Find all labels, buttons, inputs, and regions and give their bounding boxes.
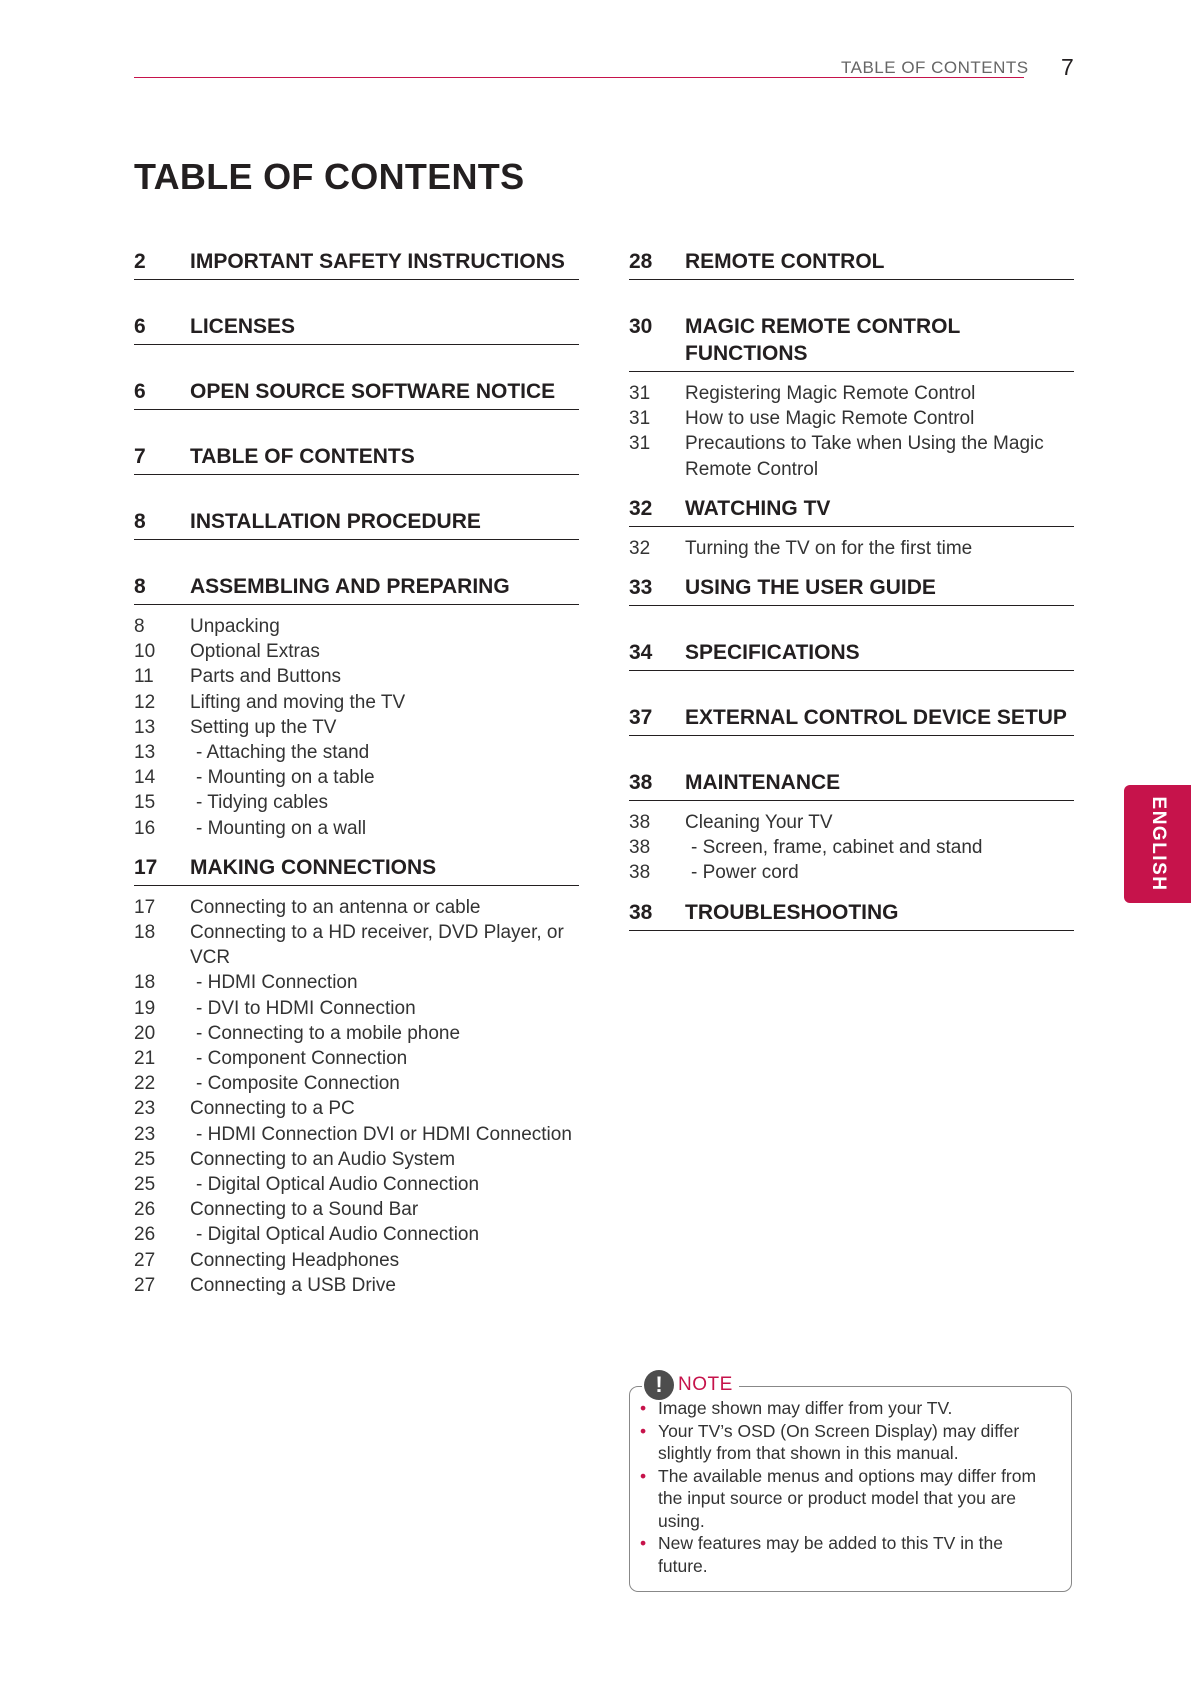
toc-subitem-list (629, 381, 1074, 482)
toc-subitem-label: Connecting to a HD receiver, DVD Player, or VCR (190, 922, 564, 969)
toc-subitem[interactable] (134, 920, 579, 970)
toc-section-page: 8 (134, 510, 146, 533)
toc-subitem-label: Connecting to an antenna or cable (190, 896, 481, 918)
toc-subitem-page: 18 (134, 922, 156, 944)
toc-section-label: INSTALLATION PROCEDURE (190, 510, 481, 533)
toc-subitem-label: - HDMI Connection DVI or HDMI Connection (196, 1123, 572, 1145)
toc-subitem-label: Lifting and moving the TV (190, 691, 406, 713)
toc-section-page: 6 (134, 315, 146, 338)
toc-subitem-list (134, 895, 579, 1298)
note-title: NOTE (678, 1374, 733, 1395)
toc-section-heading[interactable] (134, 378, 579, 410)
toc-section (134, 508, 579, 540)
toc-subitem-page: 12 (134, 691, 156, 713)
toc-section-page: 6 (134, 380, 146, 403)
toc-subitem-label: - Attaching the stand (196, 742, 370, 764)
toc-subitem-label: - Mounting on a wall (196, 817, 367, 839)
toc-section-page: 37 (629, 706, 653, 730)
toc-subitem-list (629, 536, 1074, 561)
toc-subitem-label: - Digital Optical Audio Connection (196, 1224, 480, 1246)
toc-subitem-label: - Composite Connection (196, 1073, 400, 1095)
language-tab (1124, 785, 1191, 903)
note-item (640, 1465, 1050, 1533)
toc-subitem-label: Unpacking (190, 616, 280, 637)
bullet-icon: • (640, 1398, 647, 1418)
toc-subitem-label: - Digital Optical Audio Connection (196, 1174, 480, 1196)
toc-section-page: 2 (134, 250, 146, 273)
toc-section (629, 639, 1074, 671)
toc-subitem-label: How to use Magic Remote Control (685, 408, 975, 430)
bullet-icon: • (640, 1533, 647, 1553)
toc-section-heading[interactable] (134, 248, 579, 280)
toc-section-heading[interactable] (629, 313, 1074, 372)
toc-subitem[interactable] (134, 1122, 579, 1147)
toc-section-label: MAGIC REMOTE CONTROL FUNCTIONS (685, 315, 960, 365)
toc-subitem-label: Registering Magic Remote Control (685, 383, 976, 404)
toc-subitem[interactable] (134, 895, 579, 920)
toc-subitem-list (629, 810, 1074, 886)
toc-subitem[interactable] (134, 816, 579, 841)
toc-subitem[interactable] (134, 1071, 579, 1096)
toc-subitem-page: 13 (134, 742, 156, 764)
toc-subitem[interactable] (629, 381, 1074, 406)
toc-subitem-label: Connecting to a Sound Bar (190, 1199, 419, 1221)
toc-subitem-page: 20 (134, 1022, 156, 1044)
toc-subitem[interactable] (134, 790, 579, 815)
toc-subitem-page: 38 (629, 837, 651, 859)
toc-section (629, 495, 1074, 561)
toc-section (134, 443, 579, 475)
toc-section-page: 32 (629, 496, 653, 520)
toc-subitem-page: 23 (134, 1098, 156, 1120)
toc-subitem-label: Connecting Headphones (190, 1249, 400, 1271)
toc-section-page: 30 (629, 315, 653, 338)
exclamation-icon: ! (644, 1370, 674, 1400)
toc-subitem-page: 10 (134, 641, 156, 663)
toc-subitem-page: 13 (134, 716, 156, 738)
toc-subitem-page: 25 (134, 1174, 156, 1196)
toc-subitem-label: Setting up the TV (190, 716, 337, 738)
toc-section-label: MAKING CONNECTIONS (190, 855, 437, 879)
toc-subitem[interactable] (134, 639, 579, 664)
toc-section (629, 899, 1074, 931)
toc-subitem-page: 21 (134, 1048, 156, 1070)
toc-subitem[interactable] (134, 1273, 579, 1298)
toc-subitem-page: 27 (134, 1274, 156, 1296)
header-section-title: TABLE OF CONTENTS (841, 58, 1029, 77)
toc-subitem[interactable] (134, 1197, 579, 1222)
toc-section-label: WATCHING TV (685, 496, 831, 520)
note-item-text: New features may be added to this TV in the future. (658, 1533, 1004, 1576)
toc-section-heading[interactable] (134, 854, 579, 886)
toc-section-label: OPEN SOURCE SOFTWARE NOTICE (190, 380, 556, 403)
toc-section (629, 574, 1074, 606)
toc-left-column (134, 248, 579, 1311)
toc-subitem[interactable] (134, 1248, 579, 1273)
language-tab-label: ENGLISH (1147, 796, 1169, 892)
toc-section-heading[interactable] (629, 899, 1074, 931)
toc-section-page: 28 (629, 250, 653, 273)
toc-subitem-label: Connecting to a PC (190, 1098, 355, 1120)
toc-section-heading[interactable] (629, 704, 1074, 736)
toc-section-page: 33 (629, 576, 653, 600)
toc-section-label: ASSEMBLING AND PREPARING (190, 575, 510, 598)
toc-subitem[interactable] (629, 431, 1074, 481)
toc-section (134, 248, 579, 280)
note-item-text: Image shown may differ from your TV. (658, 1398, 953, 1418)
toc-subitem-label: Turning the TV on for the first time (685, 537, 973, 559)
toc-section-label: USING THE USER GUIDE (685, 576, 936, 600)
toc-section (629, 769, 1074, 886)
note-header (642, 1370, 739, 1400)
toc-subitem[interactable] (629, 406, 1074, 431)
note-item-text: The available menus and options may differ from the input source or product model that you are using. (658, 1465, 1037, 1531)
bullet-icon: • (640, 1465, 647, 1486)
toc-section-heading[interactable] (134, 508, 579, 540)
toc-section-heading[interactable] (629, 769, 1074, 801)
toc-subitem-page: 18 (134, 972, 156, 994)
toc-subitem-page: 23 (134, 1123, 156, 1145)
toc-subitem-page: 22 (134, 1073, 156, 1095)
toc-subitem[interactable] (134, 1021, 579, 1046)
toc-section-label: LICENSES (190, 315, 296, 338)
toc-right-column (629, 248, 1074, 931)
toc-section-label: EXTERNAL CONTROL DEVICE SETUP (685, 706, 1067, 730)
toc-subitem[interactable] (134, 664, 579, 689)
toc-subitem-label: - Screen, frame, cabinet and stand (691, 837, 983, 859)
toc-subitem-label: Cleaning Your TV (685, 812, 833, 834)
toc-subitem-label: Connecting a USB Drive (190, 1274, 396, 1296)
toc-subitem-page: 14 (134, 767, 156, 789)
toc-section-heading[interactable] (629, 639, 1074, 671)
toc-section-label: MAINTENANCE (685, 771, 841, 795)
toc-section (629, 704, 1074, 736)
note-item (640, 1532, 1050, 1577)
toc-subitem-page: 31 (629, 433, 651, 455)
toc-subitem-label: - Power cord (691, 862, 799, 884)
toc-subitem[interactable] (134, 1172, 579, 1197)
toc-section (134, 378, 579, 410)
toc-section (134, 313, 579, 345)
toc-subitem[interactable] (134, 996, 579, 1021)
toc-subitem-label: - Tidying cables (196, 792, 329, 814)
toc-section-label: IMPORTANT SAFETY INSTRUCTIONS (190, 250, 565, 273)
toc-subitem-page: 25 (134, 1148, 156, 1170)
toc-section-heading[interactable] (629, 495, 1074, 527)
toc-subitem[interactable] (134, 970, 579, 995)
toc-subitem[interactable] (134, 1096, 579, 1121)
toc-subitem-list (134, 614, 579, 841)
toc-subitem-page: 17 (134, 896, 156, 918)
toc-subitem[interactable] (134, 614, 579, 639)
toc-section-page: 38 (629, 771, 653, 795)
toc-section-page: 8 (134, 575, 146, 598)
toc-section-heading[interactable] (629, 248, 1074, 280)
note-item (640, 1420, 1050, 1465)
toc-subitem-page: 31 (629, 383, 651, 404)
toc-subitem[interactable] (134, 1147, 579, 1172)
toc-subitem-page: 16 (134, 817, 156, 839)
toc-section-page: 38 (629, 900, 653, 924)
toc-section-label: TROUBLESHOOTING (685, 900, 899, 924)
toc-subitem-page: 11 (134, 666, 154, 688)
toc-subitem[interactable] (134, 690, 579, 715)
toc-subitem-label: Precautions to Take when Using the Magic Remote Control (685, 433, 1044, 480)
toc-subitem[interactable] (134, 1046, 579, 1071)
toc-section-page: 7 (134, 445, 146, 468)
note-item-text: Your TV’s OSD (On Screen Display) may differ slightly from that shown in this manual. (658, 1420, 1020, 1463)
toc-section-page: 17 (134, 855, 158, 879)
toc-subitem-page: 15 (134, 792, 156, 814)
toc-subitem-page: 26 (134, 1224, 156, 1246)
toc-subitem[interactable] (134, 740, 579, 765)
toc-subitem-label: - Component Connection (196, 1048, 408, 1070)
toc-subitem[interactable] (134, 765, 579, 790)
toc-section (134, 573, 579, 841)
note-item (640, 1397, 1050, 1420)
toc-subitem[interactable] (134, 715, 579, 740)
toc-subitem-page: 38 (629, 812, 651, 834)
toc-subitem-label: - DVI to HDMI Connection (196, 997, 416, 1019)
toc-subitem[interactable] (134, 1222, 579, 1247)
toc-subitem-page: 19 (134, 997, 156, 1019)
toc-subitem[interactable] (629, 810, 1074, 835)
toc-subitem-page: 8 (134, 616, 145, 637)
toc-section (629, 248, 1074, 280)
toc-subitem-label: - HDMI Connection (196, 972, 358, 994)
toc-section (134, 854, 579, 1298)
toc-section-heading[interactable] (134, 313, 579, 345)
toc-subitem-page: 32 (629, 537, 651, 559)
toc-subitem-page: 27 (134, 1249, 156, 1271)
toc-subitem-label: Connecting to an Audio System (190, 1148, 456, 1170)
toc-section-heading[interactable] (134, 443, 579, 475)
toc-subitem[interactable] (629, 835, 1074, 860)
toc-section-label: TABLE OF CONTENTS (190, 445, 415, 468)
bullet-icon: • (640, 1420, 647, 1441)
toc-subitem-page: 31 (629, 408, 651, 430)
toc-section-page: 34 (629, 641, 653, 665)
note-box (629, 1372, 1072, 1592)
toc-subitem-label: Optional Extras (190, 641, 320, 663)
toc-section (629, 313, 1074, 482)
toc-section-heading[interactable] (134, 573, 579, 605)
toc-subitem-page: 26 (134, 1199, 156, 1221)
toc-subitem[interactable] (629, 536, 1074, 561)
page-title: TABLE OF CONTENTS (134, 156, 525, 197)
toc-subitem-page: 38 (629, 862, 651, 884)
toc-subitem-label: Parts and Buttons (190, 666, 342, 688)
toc-section-label: REMOTE CONTROL (685, 250, 885, 273)
toc-section-heading[interactable] (629, 574, 1074, 606)
note-list (640, 1397, 1050, 1577)
toc-subitem[interactable] (629, 860, 1074, 885)
toc-subitem-label: - Mounting on a table (196, 767, 375, 789)
toc-section-label: SPECIFICATIONS (685, 641, 860, 665)
toc-subitem-label: - Connecting to a mobile phone (196, 1022, 461, 1044)
page-number: 7 (1061, 54, 1074, 80)
